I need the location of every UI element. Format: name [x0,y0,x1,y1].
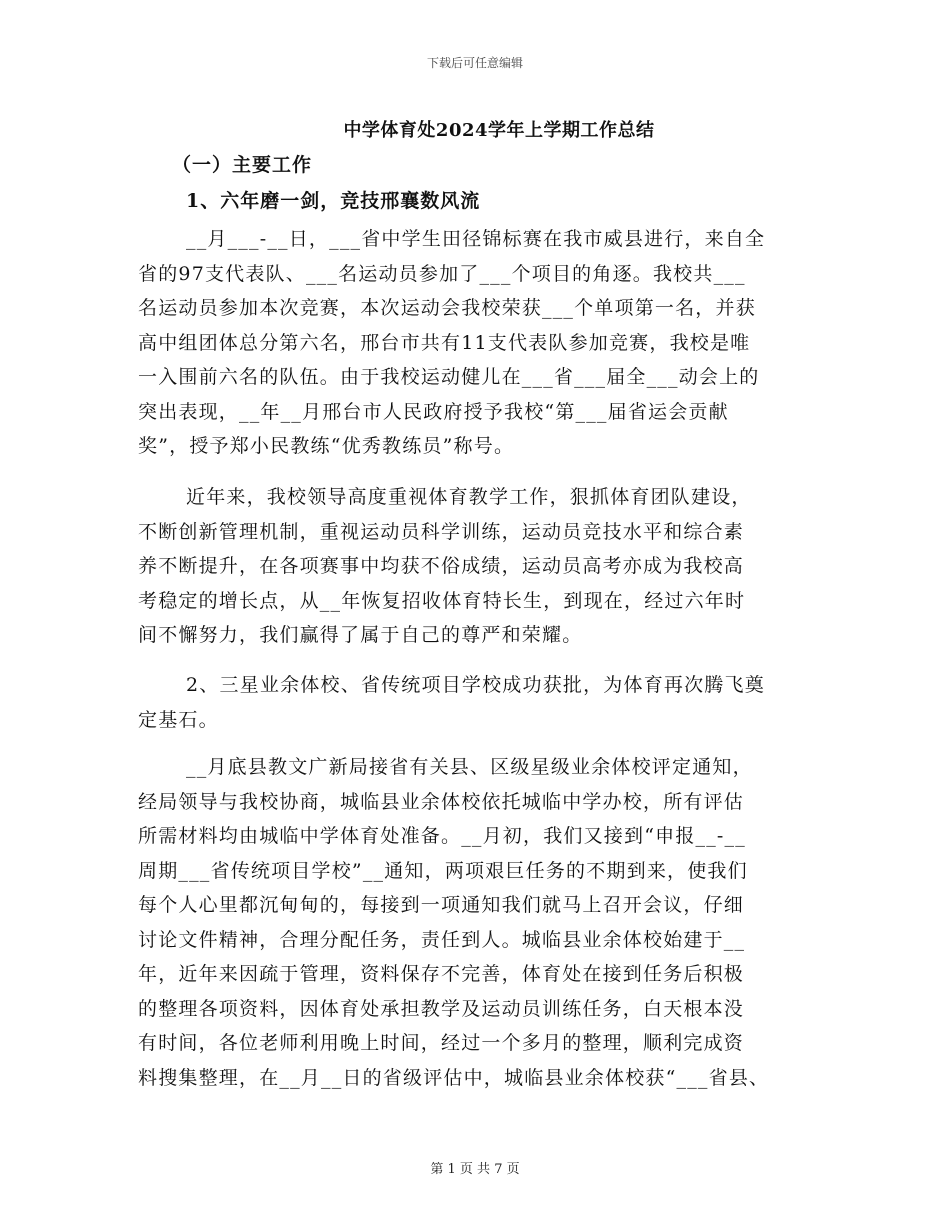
paragraph-line: 经局领导与我校协商，城临县业余体校依托城临中学办校，所有评估 [138,790,745,813]
paragraph-line: 年，近年来因疏于管理，资料保存不完善，体育处在接到任务后积极 [138,963,745,985]
page-footer: 第 1 页 共 7 页 [430,1162,520,1177]
paragraph-line: 一入围前六名的队伍。由于我校运动健儿在___省___届全___动会上的 [138,366,760,388]
paragraph-line: __月___-__日，___省中学生田径锦标赛在我市威县进行，来自全 [186,228,766,250]
paragraph-line: 近年来，我校领导高度重视体育教学工作，狠抓体育团队建设， [186,486,752,508]
page-title: 中学体育处2024学年上学期工作总结 [343,120,655,141]
paragraph-line: __月底县教文广新局接省有关县、区级星级业余体校评定通知， [186,756,753,778]
paragraph-4 [138,750,818,1095]
paragraph-line: 讨论文件精神，合理分配任务，责任到人。城临县业余体校始建于__ [138,928,746,951]
paragraph-line: 所需材料均由城临中学体育处准备。__月初，我们又接到“申报__-__ [138,825,746,847]
header-note: 下载后可任意编辑 [426,56,523,70]
subsection-heading: 1、六年磨一剑，竞技邢襄数风流 [186,190,481,212]
paragraph-line: 间不懈努力，我们赢得了属于自己的尊严和荣耀。 [138,624,583,646]
paragraph-line: 考稳定的增长点，从__年恢复招收体育特长生，到现在，经过六年时 [138,589,746,612]
paragraph-line: 2、三星业余体校、省传统项目学校成功获批，为体育再次腾飞奠 [186,674,765,696]
paragraph-3 [138,668,818,737]
paragraph-line: 定基石。 [138,708,219,731]
paragraph-1 [138,222,818,464]
paragraph-line: 有时间，各位老师利用晚上时间，经过一个多月的整理，顺利完成资 [138,1032,745,1054]
section-heading: （一）主要工作 [172,154,313,176]
paragraph-line: 名运动员参加本次竞赛，本次运动会我校荣获___个单项第一名，并获 [138,297,756,319]
paragraph-line: 每个人心里都沉甸甸的，每接到一项通知我们就马上召开会议，仔细 [138,894,745,916]
paragraph-line: 的整理各项资料，因体育处承担教学及运动员训练任务，白天根本没 [138,997,745,1020]
paragraph-line: 周期___省传统项目学校”__通知，两项艰巨任务的不期到来，使我们 [138,859,748,882]
paragraph-line: 养不断提升，在各项赛事中均获不俗成绩，运动员高考亦成为我校高 [138,555,745,577]
paragraph-line: 突出表现，__年__月邢台市人民政府授予我校“第___届省运会贡献 [138,400,729,423]
paragraph-line: 料搜集整理，在__月__日的省级评估中，城临县业余体校获“___省县、 [138,1066,770,1089]
paragraph-line: 奖”，授予郑小民教练“优秀教练员”称号。 [138,435,515,457]
paragraph-2 [138,480,818,653]
paragraph-line: 不断创新管理机制，重视运动员科学训练，运动员竞技水平和综合素 [138,520,745,543]
paragraph-line: 省的97支代表队、___名运动员参加了___个项目的角逐。我校共___ [138,262,746,285]
paragraph-line: 高中组团体总分第六名，邢台市共有11支代表队参加竞赛，我校是唯 [138,331,751,354]
